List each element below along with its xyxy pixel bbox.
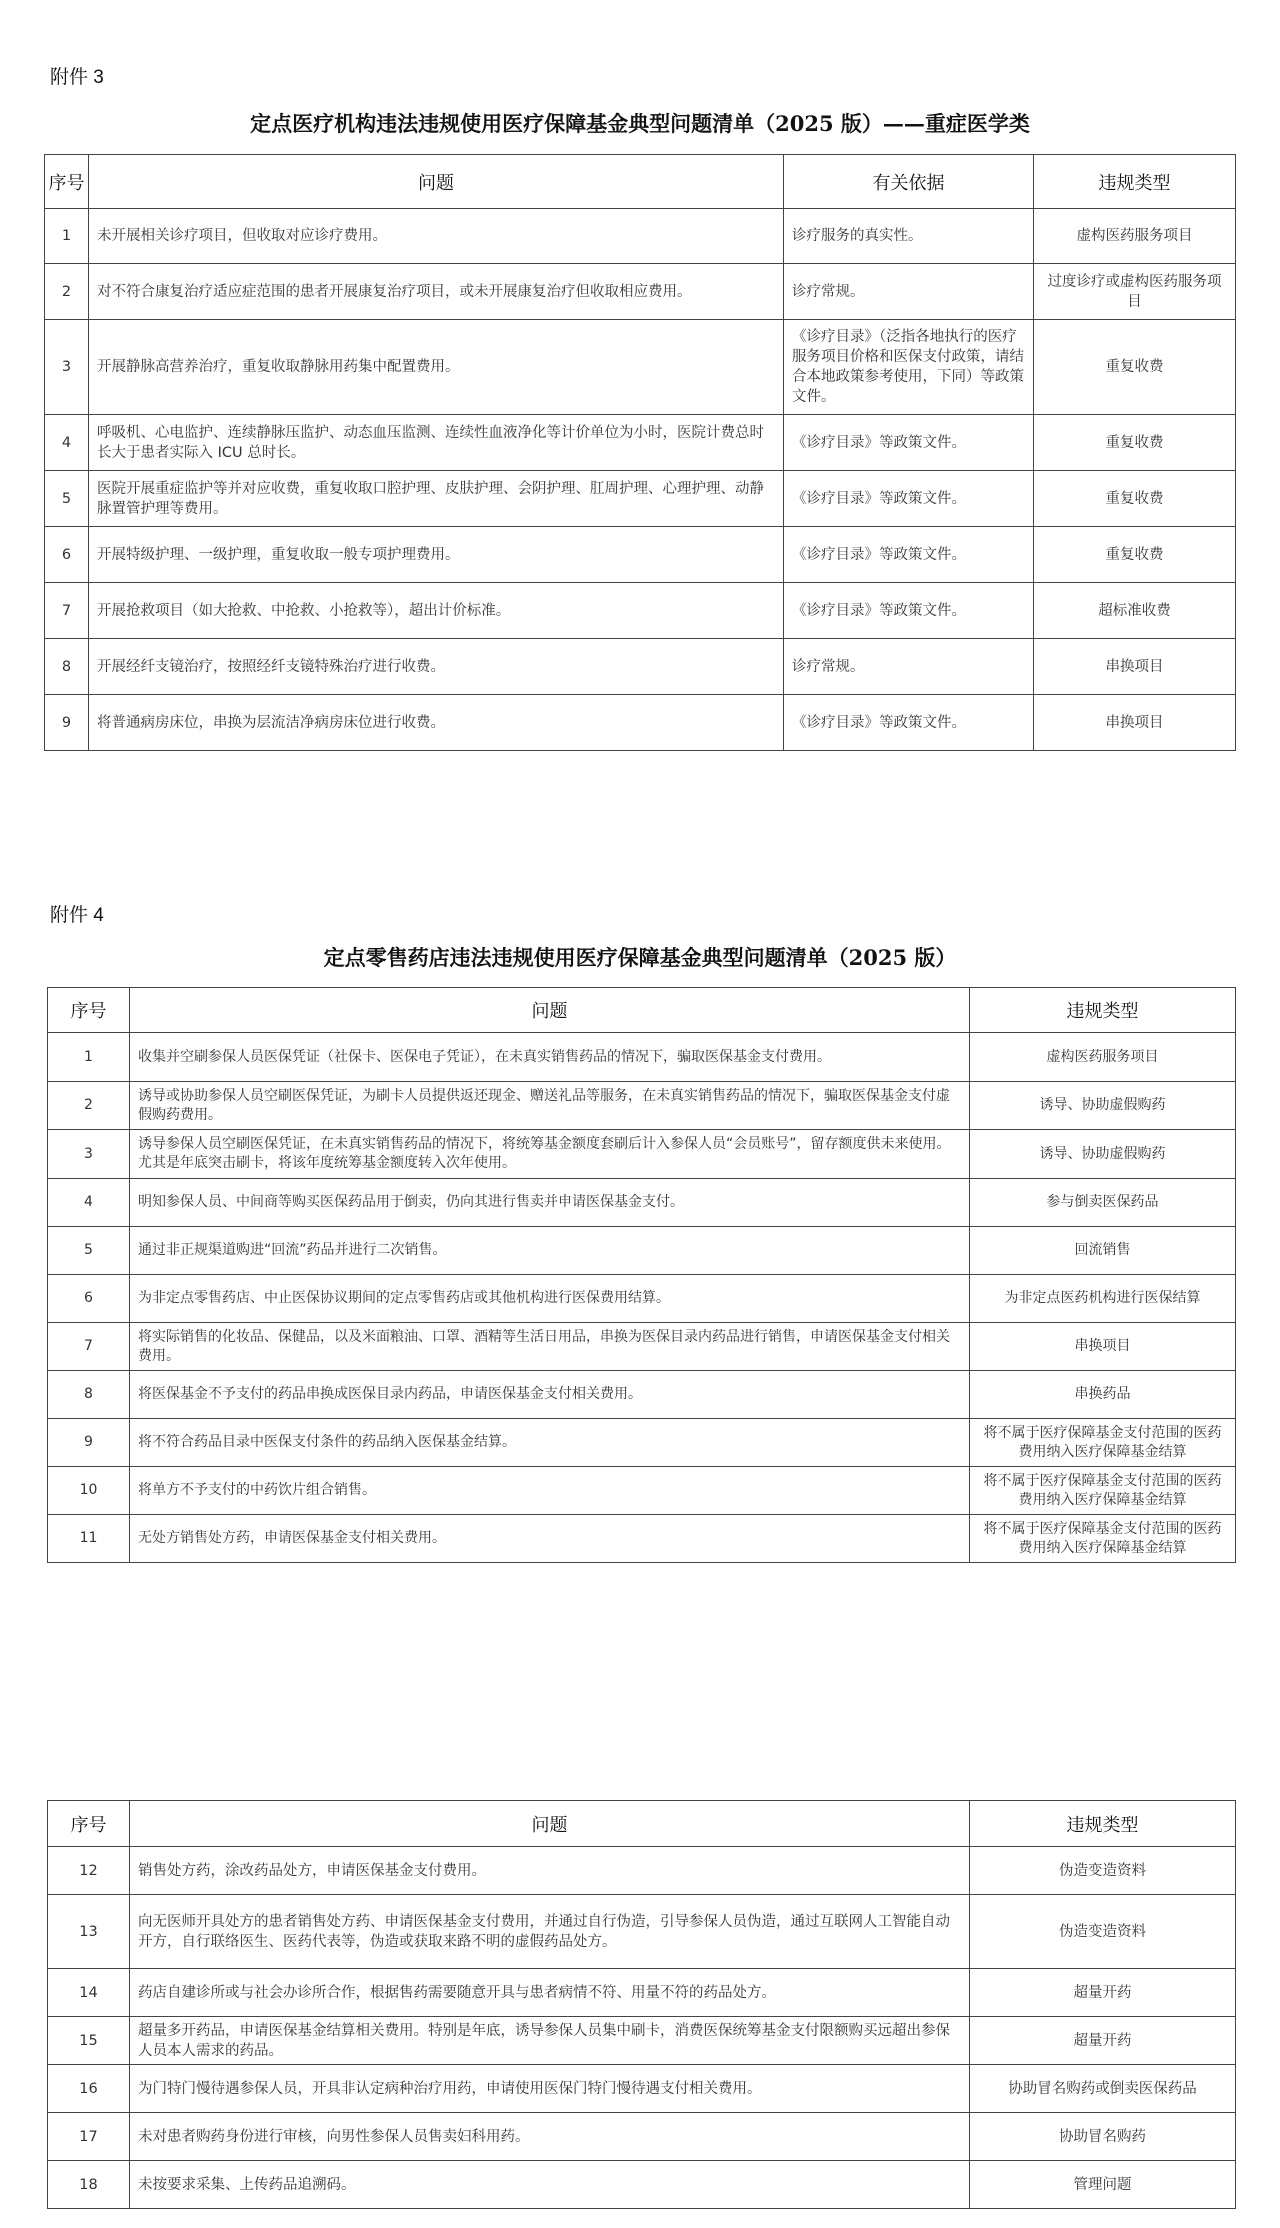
table-row (48, 2161, 1236, 2209)
row-violation-type: 管理问题 (970, 2161, 1236, 2209)
table-header-row (48, 1801, 1236, 1847)
row-basis: 诊疗常规。 (784, 639, 1034, 695)
row-violation-type: 将不属于医疗保障基金支付范围的医药费用纳入医疗保障基金结算 (970, 1467, 1236, 1515)
table-header-row (45, 155, 1236, 209)
row-issue: 医院开展重症监护等并对应收费，重复收取口腔护理、皮肤护理、会阴护理、肛周护理、心理护理、动静脉置管护理等费用。 (89, 471, 784, 527)
row-basis: 《诊疗目录》等政策文件。 (784, 695, 1034, 751)
row-issue: 呼吸机、心电监护、连续静脉压监护、动态血压监测、连续性血液净化等计价单位为小时，医院计费总时长大于患者实际入 ICU 总时长。 (89, 415, 784, 471)
header-issue: 问题 (130, 1801, 970, 1847)
row-number: 4 (45, 415, 89, 471)
table-row (45, 264, 1236, 320)
header-no: 序号 (48, 988, 130, 1033)
header-issue: 问题 (130, 988, 970, 1033)
row-basis: 《诊疗目录》等政策文件。 (784, 415, 1034, 471)
row-issue: 开展经纤支镜治疗，按照经纤支镜特殊治疗进行收费。 (89, 639, 784, 695)
row-issue: 开展静脉高营养治疗，重复收取静脉用药集中配置费用。 (89, 320, 784, 415)
row-violation-type: 协助冒名购药 (970, 2113, 1236, 2161)
row-basis: 《诊疗目录》等政策文件。 (784, 471, 1034, 527)
row-violation-type: 诱导、协助虚假购药 (970, 1130, 1236, 1179)
row-violation-type: 超标准收费 (1034, 583, 1236, 639)
row-issue: 未对患者购药身份进行审核，向男性参保人员售卖妇科用药。 (130, 2113, 970, 2161)
row-basis: 诊疗常规。 (784, 264, 1034, 320)
row-number: 7 (45, 583, 89, 639)
row-number: 6 (48, 1275, 130, 1323)
row-violation-type: 参与倒卖医保药品 (970, 1179, 1236, 1227)
row-violation-type: 重复收费 (1034, 471, 1236, 527)
row-basis: 《诊疗目录》等政策文件。 (784, 583, 1034, 639)
row-violation-type: 回流销售 (970, 1227, 1236, 1275)
row-violation-type: 将不属于医疗保障基金支付范围的医药费用纳入医疗保障基金结算 (970, 1515, 1236, 1563)
table-row (45, 527, 1236, 583)
row-number: 9 (48, 1419, 130, 1467)
row-number: 1 (48, 1033, 130, 1082)
row-basis: 诊疗服务的真实性。 (784, 209, 1034, 264)
row-issue: 未开展相关诊疗项目，但收取对应诊疗费用。 (89, 209, 784, 264)
table-header-row (48, 988, 1236, 1033)
header-no: 序号 (45, 155, 89, 209)
row-issue: 将不符合药品目录中医保支付条件的药品纳入医保基金结算。 (130, 1419, 970, 1467)
row-number: 9 (45, 695, 89, 751)
annex3-title: 定点医疗机构违法违规使用医疗保障基金典型问题清单（2025 版）——重症医学类 (250, 111, 1030, 136)
row-issue: 通过非正规渠道购进“回流”药品并进行二次销售。 (130, 1227, 970, 1275)
table-row (45, 415, 1236, 471)
table-row (48, 1515, 1236, 1563)
table-row (45, 209, 1236, 264)
annex4-continued-table (47, 1800, 1236, 2209)
row-issue: 诱导参保人员空刷医保凭证，在未真实销售药品的情况下，将统筹基金额度套刷后计入参保人员“会员账号”，留存额度供未来使用。尤其是年底突击刷卡，将该年度统筹基金额度转入次年使用。 (130, 1130, 970, 1179)
row-violation-type: 伪造变造资料 (970, 1847, 1236, 1895)
row-issue: 对不符合康复治疗适应症范围的患者开展康复治疗项目，或未开展康复治疗但收取相应费用。 (89, 264, 784, 320)
table-row (48, 1419, 1236, 1467)
row-number: 15 (48, 2017, 130, 2065)
table-row (45, 320, 1236, 415)
row-violation-type: 串换药品 (970, 1371, 1236, 1419)
row-number: 12 (48, 1847, 130, 1895)
row-issue: 超量多开药品，申请医保基金结算相关费用。特别是年底，诱导参保人员集中刷卡，消费医保统筹基金支付限额购买远超出参保人员本人需求的药品。 (130, 2017, 970, 2065)
header-issue: 问题 (89, 155, 784, 209)
row-issue: 开展抢救项目（如大抢救、中抢救、小抢救等），超出计价标准。 (89, 583, 784, 639)
table-row (48, 1033, 1236, 1082)
row-issue: 为非定点零售药店、中止医保协议期间的定点零售药店或其他机构进行医保费用结算。 (130, 1275, 970, 1323)
table-row (48, 1467, 1236, 1515)
row-violation-type: 将不属于医疗保障基金支付范围的医药费用纳入医疗保障基金结算 (970, 1419, 1236, 1467)
row-number: 18 (48, 2161, 130, 2209)
table-row (48, 1895, 1236, 1969)
table-row (48, 2065, 1236, 2113)
row-violation-type: 超量开药 (970, 2017, 1236, 2065)
row-number: 11 (48, 1515, 130, 1563)
row-number: 16 (48, 2065, 130, 2113)
row-violation-type: 重复收费 (1034, 320, 1236, 415)
table-row (48, 1323, 1236, 1371)
row-issue: 将单方不予支付的中药饮片组合销售。 (130, 1467, 970, 1515)
row-violation-type: 为非定点医药机构进行医保结算 (970, 1275, 1236, 1323)
row-violation-type: 重复收费 (1034, 527, 1236, 583)
row-issue: 向无医师开具处方的患者销售处方药、申请医保基金支付费用，并通过自行伪造，引导参保人员伪造，通过互联网人工智能自动开方，自行联络医生、医药代表等，伪造或获取来路不明的虚假药品处方。 (130, 1895, 970, 1969)
row-issue: 无处方销售处方药，申请医保基金支付相关费用。 (130, 1515, 970, 1563)
row-issue: 未按要求采集、上传药品追溯码。 (130, 2161, 970, 2209)
header-basis: 有关依据 (784, 155, 1034, 209)
header-type: 违规类型 (1034, 155, 1236, 209)
row-issue: 将普通病房床位，串换为层流洁净病房床位进行收费。 (89, 695, 784, 751)
annex4-title: 定点零售药店违法违规使用医疗保障基金典型问题清单（2025 版） (323, 945, 957, 970)
row-violation-type: 重复收费 (1034, 415, 1236, 471)
row-number: 17 (48, 2113, 130, 2161)
row-issue: 明知参保人员、中间商等购买医保药品用于倒卖，仍向其进行售卖并申请医保基金支付。 (130, 1179, 970, 1227)
row-issue: 为门特门慢待遇参保人员，开具非认定病种治疗用药，申请使用医保门特门慢待遇支付相关费用。 (130, 2065, 970, 2113)
annex4-label: 附件 4 (50, 905, 104, 926)
row-issue: 收集并空刷参保人员医保凭证（社保卡、医保电子凭证），在未真实销售药品的情况下，骗取医保基金支付费用。 (130, 1033, 970, 1082)
row-issue: 将医保基金不予支付的药品串换成医保目录内药品，申请医保基金支付相关费用。 (130, 1371, 970, 1419)
row-number: 10 (48, 1467, 130, 1515)
row-basis: 《诊疗目录》等政策文件。 (784, 527, 1034, 583)
header-no: 序号 (48, 1801, 130, 1847)
table-row (48, 2113, 1236, 2161)
row-violation-type: 串换项目 (1034, 695, 1236, 751)
row-number: 2 (48, 1082, 130, 1130)
row-violation-type: 虚构医药服务项目 (970, 1033, 1236, 1082)
row-issue: 开展特级护理、一级护理，重复收取一般专项护理费用。 (89, 527, 784, 583)
table-row (48, 1969, 1236, 2017)
row-number: 5 (48, 1227, 130, 1275)
row-issue: 销售处方药，涂改药品处方，申请医保基金支付费用。 (130, 1847, 970, 1895)
header-type: 违规类型 (970, 1801, 1236, 1847)
row-number: 14 (48, 1969, 130, 2017)
row-number: 13 (48, 1895, 130, 1969)
row-violation-type: 虚构医药服务项目 (1034, 209, 1236, 264)
table-row (48, 1371, 1236, 1419)
row-issue: 将实际销售的化妆品、保健品，以及米面粮油、口罩、酒精等生活日用品，串换为医保目录内药品进行销售，申请医保基金支付相关费用。 (130, 1323, 970, 1371)
row-violation-type: 伪造变造资料 (970, 1895, 1236, 1969)
row-number: 6 (45, 527, 89, 583)
row-violation-type: 协助冒名购药或倒卖医保药品 (970, 2065, 1236, 2113)
annex3-label: 附件 3 (50, 67, 104, 88)
row-violation-type: 过度诊疗或虚构医药服务项目 (1034, 264, 1236, 320)
row-violation-type: 串换项目 (1034, 639, 1236, 695)
row-number: 3 (48, 1130, 130, 1179)
table-row (48, 1847, 1236, 1895)
annex4-table (47, 987, 1236, 1563)
row-number: 8 (48, 1371, 130, 1419)
table-row (45, 639, 1236, 695)
row-number: 7 (48, 1323, 130, 1371)
table-row (48, 1227, 1236, 1275)
header-type: 违规类型 (970, 988, 1236, 1033)
row-number: 5 (45, 471, 89, 527)
table-row (48, 1275, 1236, 1323)
row-number: 3 (45, 320, 89, 415)
table-row (48, 1082, 1236, 1130)
table-row (48, 2017, 1236, 2065)
table-row (48, 1130, 1236, 1179)
row-violation-type: 串换项目 (970, 1323, 1236, 1371)
row-number: 2 (45, 264, 89, 320)
table-row (45, 695, 1236, 751)
row-violation-type: 超量开药 (970, 1969, 1236, 2017)
row-number: 1 (45, 209, 89, 264)
row-number: 4 (48, 1179, 130, 1227)
row-basis: 《诊疗目录》（泛指各地执行的医疗服务项目价格和医保支付政策，请结合本地政策参考使用，下同）等政策文件。 (784, 320, 1034, 415)
table-row (48, 1179, 1236, 1227)
annex3-table (44, 154, 1236, 751)
row-violation-type: 诱导、协助虚假购药 (970, 1082, 1236, 1130)
row-issue: 药店自建诊所或与社会办诊所合作，根据售药需要随意开具与患者病情不符、用量不符的药品处方。 (130, 1969, 970, 2017)
row-issue: 诱导或协助参保人员空刷医保凭证，为刷卡人员提供返还现金、赠送礼品等服务，在未真实销售药品的情况下，骗取医保基金支付虚假购药费用。 (130, 1082, 970, 1130)
table-row (45, 583, 1236, 639)
row-number: 8 (45, 639, 89, 695)
table-row (45, 471, 1236, 527)
